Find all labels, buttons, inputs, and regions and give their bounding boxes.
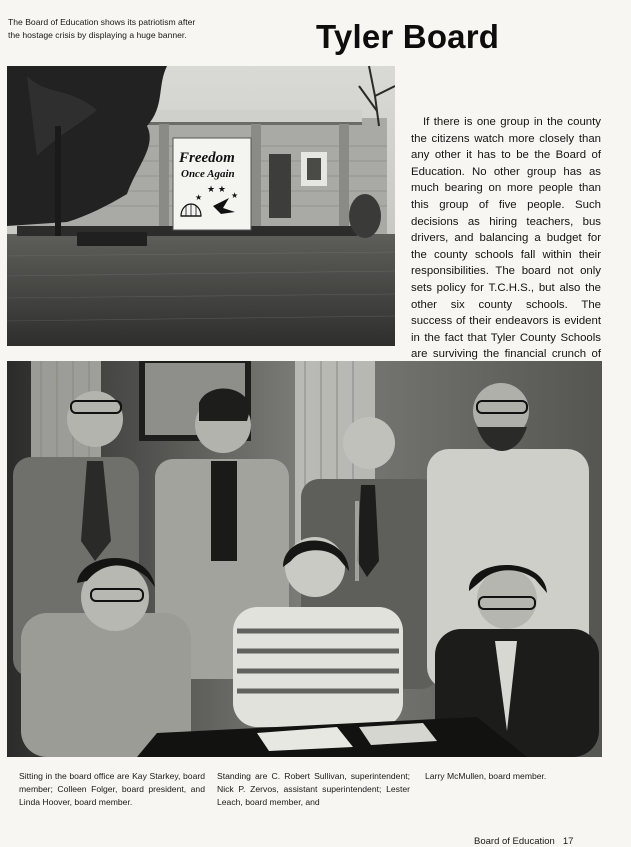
caption-col3: Larry McMullen, board member. xyxy=(425,771,547,781)
page-title: Tyler Board xyxy=(316,18,500,55)
photo-caption-top: The Board of Education shows its patriotism after the hostage crisis by displaying a huge banner. xyxy=(8,17,196,40)
caption-col1: Sitting in the board office are Kay Starkey, board member; Colleen Folger, board president, and Linda Hoover, board member. xyxy=(19,771,205,807)
svg-text:★: ★ xyxy=(231,191,239,200)
svg-text:★: ★ xyxy=(195,193,203,202)
board-members-photo xyxy=(7,361,602,757)
svg-text:★ ★: ★ ★ xyxy=(207,185,226,195)
page-footer xyxy=(474,836,573,847)
house-banner-photo xyxy=(7,66,395,346)
article-body xyxy=(411,114,601,380)
banner-line1: Freedom xyxy=(179,150,235,166)
banner-line2: Once Again xyxy=(181,168,235,180)
page-number: 17 xyxy=(562,836,574,847)
article-body-text: If there is one group in the county the citizens watch more closely than any other it has to be the Board of Education. No other group has as much bearing on more people than this group of five people. Such decisions as hiring teachers, bus drivers, and balancing a budget for the county schools fall within their responsibilities. The board not only sets policy for T.C.H.S., but also the other six county schools. The success of their endeavors is evident in the fact that Tyler County Schools are surviving the financial crunch of xyxy=(411,116,601,361)
caption-col2: Standing are C. Robert Sullivan, superintendent; Nick P. Zervos, assistant superintendent; Lester Leach, board member, and xyxy=(217,771,410,807)
footer-section: Board of Education xyxy=(474,836,555,847)
